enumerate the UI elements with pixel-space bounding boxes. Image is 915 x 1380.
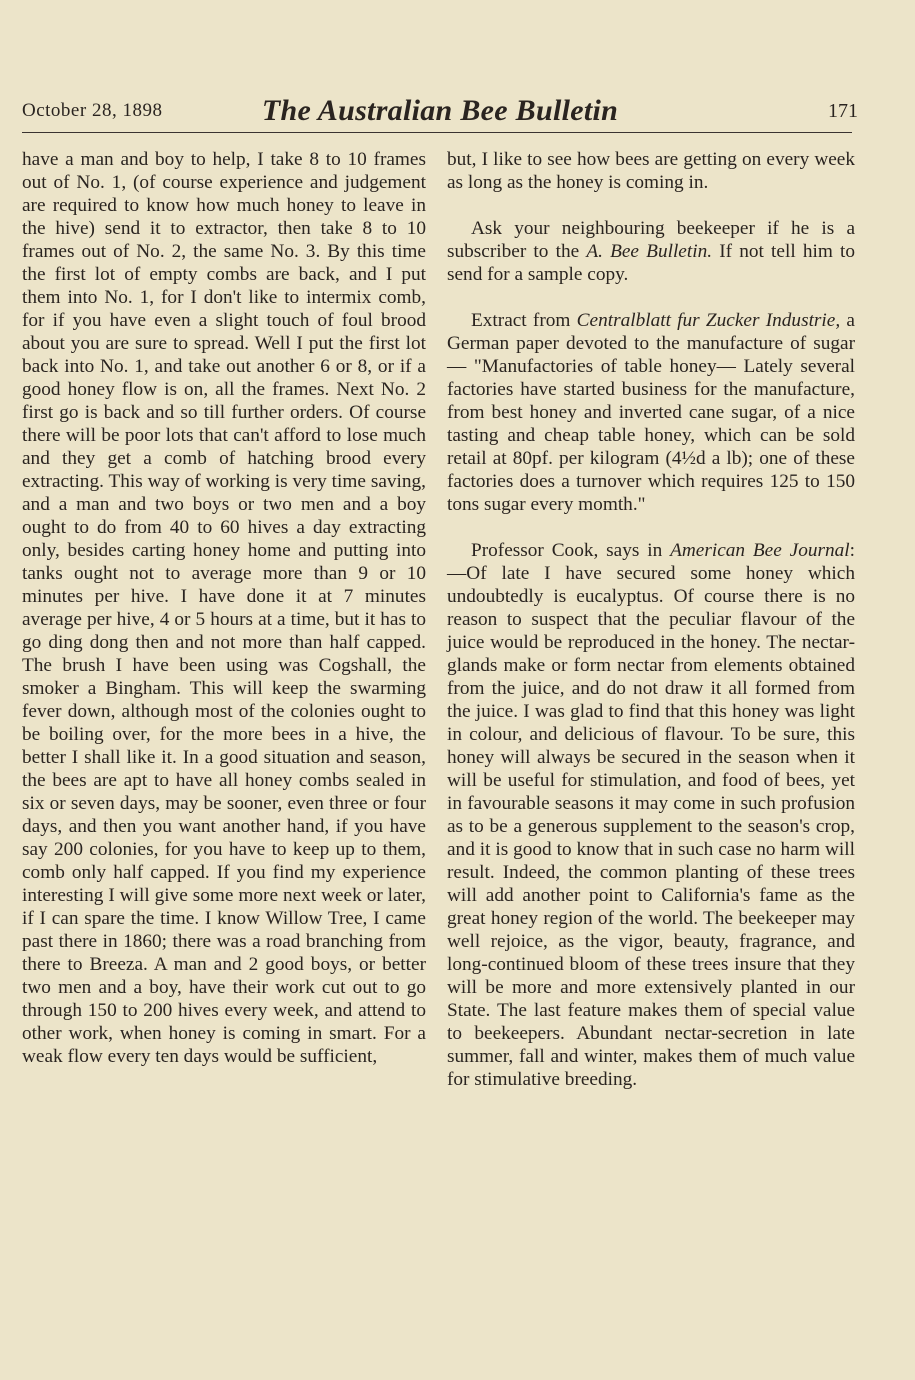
- subscriber-notice: [447, 217, 855, 286]
- publication-title: The Australian Bee Bulletin: [261, 94, 619, 127]
- paragraph: [447, 539, 855, 1091]
- page-header: [22, 94, 858, 134]
- paragraph: but, I like to see how bees are getting on every week as long as the honey is coming in.: [447, 149, 855, 193]
- text-run: If not tell him to send for a sample copy.: [447, 241, 856, 285]
- issue-date: October 28, 1898: [22, 100, 163, 121]
- publication-name: Centralblatt fur Zucker Industrie,: [576, 310, 841, 331]
- text-run: Professor Cook, says in: [471, 540, 671, 561]
- paragraph: have a man and boy to help, I take 8 to 10 frames out of No. 1, (of course experience and judgement are required to know how much honey to leave in the hive) send it to extractor, then take 8 to 10 frames out of No. 2, the same No. 3. By this time the first lot of empty combs are back, and I put them into No. 1, for I don't like to intermix comb, for if you have even a slight touch of foul brood about you are sure to spread. Well I put the first lot back into No. 1, and take out another 6 or 8, or if a good honey flow is on, all the frames. Next No. 2 first go is back and so till further orders. Of course there will be poor lots that can't afford to lose much and they get a comb of hatching brood every extracting. This way of working is very time saving, and a man and two boys or two men and a boy ought to do from 40 to 60 hives a day extracting only, besides carting honey home and putting into tanks ought not to average more than 9 or 10 minutes per hive. I have done it at 7 minutes average per hive, 4 or 5 hours at a time, but it has to go ding dong then and not more than half capped. The brush I have been using was Cogshall, the smoker a Bingham. This will keep the swarming fever down, although most of the colonies ought to be boiling over, for the more bees in a hive, the better I shall like it. In a good situation and season, the bees are apt to have all honey combs sealed in six or seven days, may be sooner, even three or four days, and then you want another hand, if you have say 200 colonies, for you have to keep up to them, comb only half capped. If you find my experience interesting I will give some more next week or later, if I can spare the time. I know Willow Tree, I came past there in 1860; there was a road branching from there to Breeza. A man and 2 good boys, or better two men and a boy, have their work cut out to go through 150 to 200 hives every week, and attend to other work, when honey is coming in smart. For a weak flow every ten days would be sufficient,: [22, 149, 426, 1067]
- text-run: Extract from: [471, 310, 577, 331]
- text-run: a German paper devoted to the manufacture of sugar— "Manufactories of table honey— Lately several factories have started business for the manufacture, from best honey and inverted cane sugar, of a nice tasting and cheap table honey, which can be sold retail at 80pf. per kilogram (4½d a lb); one of these factories does a turnover which requires 125 to 150 tons sugar every momth.": [447, 310, 855, 515]
- paragraph: [447, 309, 855, 516]
- publication-name: American Bee Journal: [670, 540, 850, 561]
- text-run: Ask your neighbouring beekeeper if he is a subscriber to the: [447, 218, 855, 262]
- text-run: :—Of late I have secured some honey which undoubtedly is eucalyptus. Of course there is no reason to suspect that the peculiar flavour of the juice would be reproduced in the honey. The nectar-glands make or form nectar from elements obtained from the juice, and do not draw it all formed from the juice. I was glad to find that this honey was light in colour, and delicious of flavour. To be sure, this honey will always be secured in the season when it will be useful for stimulation, and food of bees, yet in favourable seasons it may come in such profusion as to be a generous supplement to the season's crop, and it is good to know that in such case no harm will result. Indeed, the common planting of these trees will add another point to California's fame as the great honey region of the world. The beekeeper may well rejoice, as the vigor, beauty, fragrance, and long-continued bloom of these trees insure that they will be more and more extensively planted in our State. The last feature makes them of special value to beekeepers. Abundant nectar-secretion in late summer, fall and winter, makes them of much value for stimulative breeding.: [447, 540, 855, 1090]
- header-rule: [22, 132, 852, 133]
- page-number: 171: [828, 100, 858, 122]
- right-column: [447, 148, 855, 1091]
- publication-name: A. Bee Bulletin.: [586, 241, 713, 262]
- left-column: [22, 148, 426, 1068]
